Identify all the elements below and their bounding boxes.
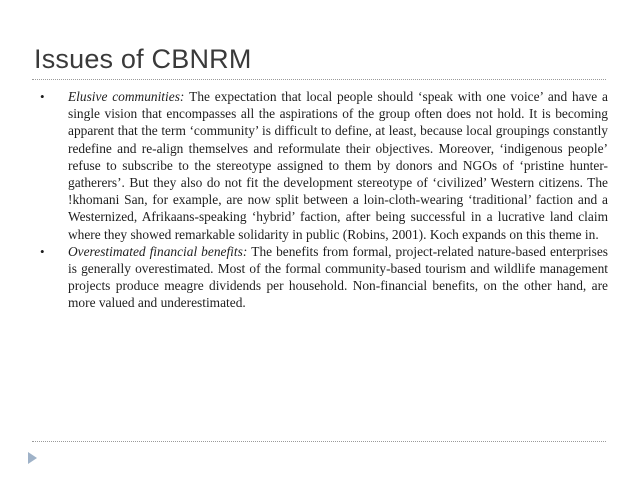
bullet-lead: Overestimated financial benefits:	[68, 243, 252, 259]
page-title: Issues of CBNRM	[34, 44, 252, 74]
bullet-icon: •	[40, 89, 45, 104]
play-arrow-icon[interactable]	[28, 452, 37, 464]
list-item	[36, 88, 608, 243]
title-divider	[32, 79, 606, 80]
bullet-icon: •	[40, 243, 45, 259]
bullet-list	[36, 88, 608, 312]
bullet-text: The benefits from formal, project-related nature-based enterprises is generally overestimated. Most of the formal community-based tourism and wildlife management projects produce meagre dividends per household. Non-financial benefits, on the other hand, are more valued and underestimated.	[68, 243, 608, 311]
bullet-text: The expectation that local people should ‘speak with one voice’ and have a single vision that encompasses all the aspirations of the group often does not hold. It is becoming apparent that the term ‘community’ is difficult to define, at least, because local groupings constantly redefine and re-align themselves and reformulate their objectives. Moreover, ‘indigenous people’ refuse to subscribe to the stereotype assigned to them by donors and NGOs of ‘pristine hunter-gatherers’. But they also do not fit the development stereotype of ‘civilized’ Western citizens. The !khomani San, for example, are now split between a loin-cloth-wearing ‘traditional’ faction and a Westernized, Afrikaans-speaking ‘hybrid’ faction, after being successful in a lucrative land claim where they showed remarkable solidarity in public (Robins, 2001). Koch expands on this theme in.	[68, 89, 608, 242]
list-item	[36, 243, 608, 312]
bullet-lead: Elusive communities:	[68, 89, 190, 104]
footer-divider	[32, 441, 606, 442]
